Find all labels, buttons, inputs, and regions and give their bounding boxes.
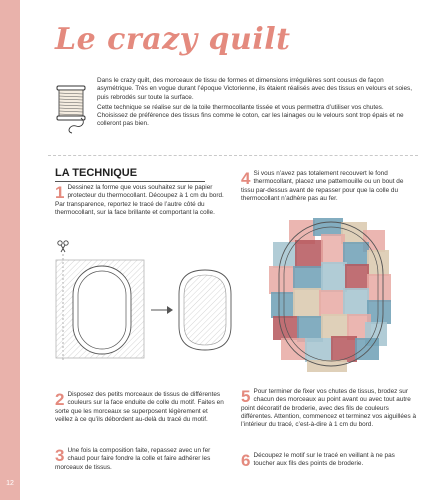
section-heading: LA TECHNIQUE xyxy=(55,167,138,179)
section-underline xyxy=(55,181,205,182)
page-number: 12 xyxy=(6,480,14,487)
page-sidebar xyxy=(0,0,20,500)
step-number: 5 xyxy=(241,387,251,406)
step-4 xyxy=(241,170,416,203)
step-2 xyxy=(55,391,227,424)
step-text: Si vous n’avez pas totalement recouvert le fond thermocollant, placez une pattemouille ou un bout de tissu par-dessus avant de repasser pour que la colle du thermocollant n’adhère pas au fer. xyxy=(241,170,404,202)
step-number: 6 xyxy=(241,451,251,470)
quilt-patches-illustration xyxy=(267,214,395,374)
step-3 xyxy=(55,447,227,472)
step-text: Dessinez la forme que vous souhaitez sur le papier protecteur du thermocollant. Découpez à 1 cm du bord. Par transparence, reportez le tracé de l’autre côté du thermocollant, sur la face brillante et comportant la colle. xyxy=(55,184,224,216)
step-number: 3 xyxy=(55,446,65,465)
arrow-right-icon xyxy=(151,306,173,314)
step-text: Pour terminer de fixer vos chutes de tissus, brodez sur chacun des morceaux au point avant ou avec tout autre point décoratif de broderie, avec des fils de couleurs différentes. Attention, commencez et terminez vos aiguillées à l’intérieur du tracé, c’est-à-dire à 1 cm du bord. xyxy=(241,388,417,429)
step-number: 2 xyxy=(55,390,65,409)
step-number: 4 xyxy=(241,169,251,188)
step-text: Disposez des petits morceaux de tissus de différentes couleurs sur la face enduite de colle du motif. Faites en sorte que les morceaux se superposent légèrement et veillez à ce qu’ils débordent au-delà du tracé du motif. xyxy=(55,391,224,423)
step-6 xyxy=(241,452,416,469)
scissors-icon xyxy=(58,241,68,252)
intro-paragraph-1: Dans le crazy quilt, des morceaux de tissu de formes et dimensions irrégulières sont cousus de façon asymétrique. Très en vogue durant l’époque Victorienne, ils étaient réalisés avec des tissus en velours et soies, puis rebrodés sur toute la surface. xyxy=(97,77,412,101)
spool-icon xyxy=(54,80,88,134)
section-divider xyxy=(48,155,418,156)
page-title: Le crazy quilt xyxy=(55,22,291,57)
intro-text xyxy=(97,77,415,131)
step-text: Une fois la composition faite, repassez avec un fer chaud pour faire fondre la colle et faire adhérer les morceaux de tissus. xyxy=(55,447,211,471)
step-number: 1 xyxy=(55,183,65,202)
step-5 xyxy=(241,388,416,429)
template-illustration xyxy=(55,240,237,360)
intro-paragraph-2: Cette technique se réalise sur de la toile thermocollante tissée et vous permettra d’utiliser vos chutes. Choisissez de préférence des tissus fins comme le coton, car les lainages ou le velours sont trop épais et ne colleront pas bien. xyxy=(97,103,404,128)
step-text: Découpez le motif sur le tracé en veillant à ne pas toucher aux fils des points de broderie. xyxy=(253,452,395,468)
step-1 xyxy=(55,184,227,217)
